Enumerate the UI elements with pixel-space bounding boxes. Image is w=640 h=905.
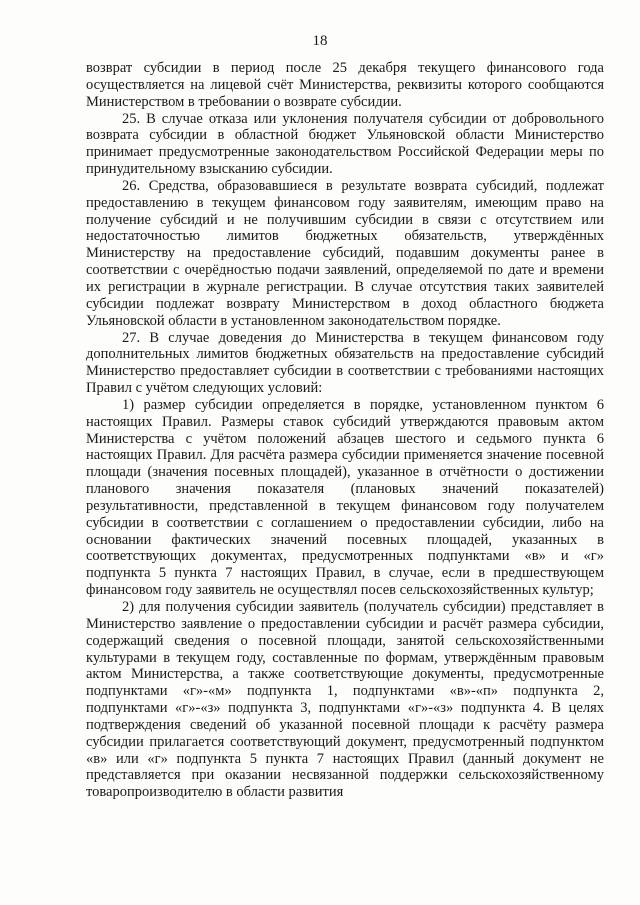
paragraph-26: 26. Средства, образовавшиеся в результате возврата субсидий, подлежат предоставлению в текущем финансовом году заявителям, имеющим право на получение субсидий и не получившим субсидии в связи с отсутствием или недостаточностью лимитов бюджетных обязательств, утверждённых Министерству на предоставление субсидий, подавшим документы ранее в соответствии с очерёдностью подачи заявлений, определяемой по дате и времени их регистрации в журнале регистрации. В случае отсутствия таких заявителей субсидии подлежат возврату Министерством в доход областного бюджета Ульяновской области в установленном законодательством порядке. [86, 177, 604, 329]
page-number: 18 [312, 33, 328, 49]
paragraph-27-item-1: 1) размер субсидии определяется в порядке, установленном пунктом 6 настоящих Правил. Размеры ставок субсидий утверждаются правовым актом Министерства с учётом положений абзацев шестого и седьмого пункта 6 настоящих Правил. Для расчёта размера субсидии применяется значение посевной площади (значения посевных площадей), указанное в отчётности о достижении планового значения показателя (плановых значений показателей) результативности, представленной в текущем финансовом году получателем субсидии в соответствии с соглашением о предоставлении субсидии, либо на основании фактических значений посевных площадей, указанных в соответствующих документах, предусмотренных подпунктами «в» и «г» подпункта 5 пункта 7 настоящих Правил, в случае, если в предшествующем финансовом году заявитель не осуществлял посев сельскохозяйственных культур; [86, 396, 604, 599]
document-body [86, 60, 604, 801]
paragraph-25: 25. В случае отказа или уклонения получателя субсидии от добровольного возврата субсидии в областной бюджет Ульяновской области Министерство принимает предусмотренные законодательством Российской Федерации меры по принудительному взысканию субсидии. [86, 110, 604, 178]
paragraph-27: 27. В случае доведения до Министерства в текущем финансовом году дополнительных лимитов бюджетных обязательств на предоставление субсидий Министерство предоставляет субсидии в соответствии с требованиями настоящих Правил с учётом следующих условий: [86, 329, 604, 397]
paragraph-27-item-2: 2) для получения субсидии заявитель (получатель субсидии) представляет в Министерство заявление о предоставлении субсидии и расчёт размера субсидии, содержащий сведения о посевной площади, занятой сельскохозяйственными культурами в текущем году, составленные по формам, утверждённым правовым актом Министерства, а также соответствующие документы, предусмотренные подпунктами «г»-«м» подпункта 1, подпунктами «в»-«п» подпункта 2, подпунктами «г»-«з» подпункта 3, подпунктами «г»-«з» подпункта 4. В целях подтверждения сведений об указанной посевной площади к расчёту размера субсидии прилагается соответствующий документ, предусмотренный подпунктом «в» или «г» подпункта 5 пункта 7 настоящих Правил (данный документ не представляется при оказании несвязанной поддержки сельскохозяйственному товаропроизводителю в области развития [86, 599, 604, 801]
paragraph-continuation: возврат субсидии в период после 25 декабря текущего финансового года осуществляется на лицевой счёт Министерства, реквизиты которого сообщаются Министерством в требовании о возврате субсидии. [86, 60, 604, 110]
